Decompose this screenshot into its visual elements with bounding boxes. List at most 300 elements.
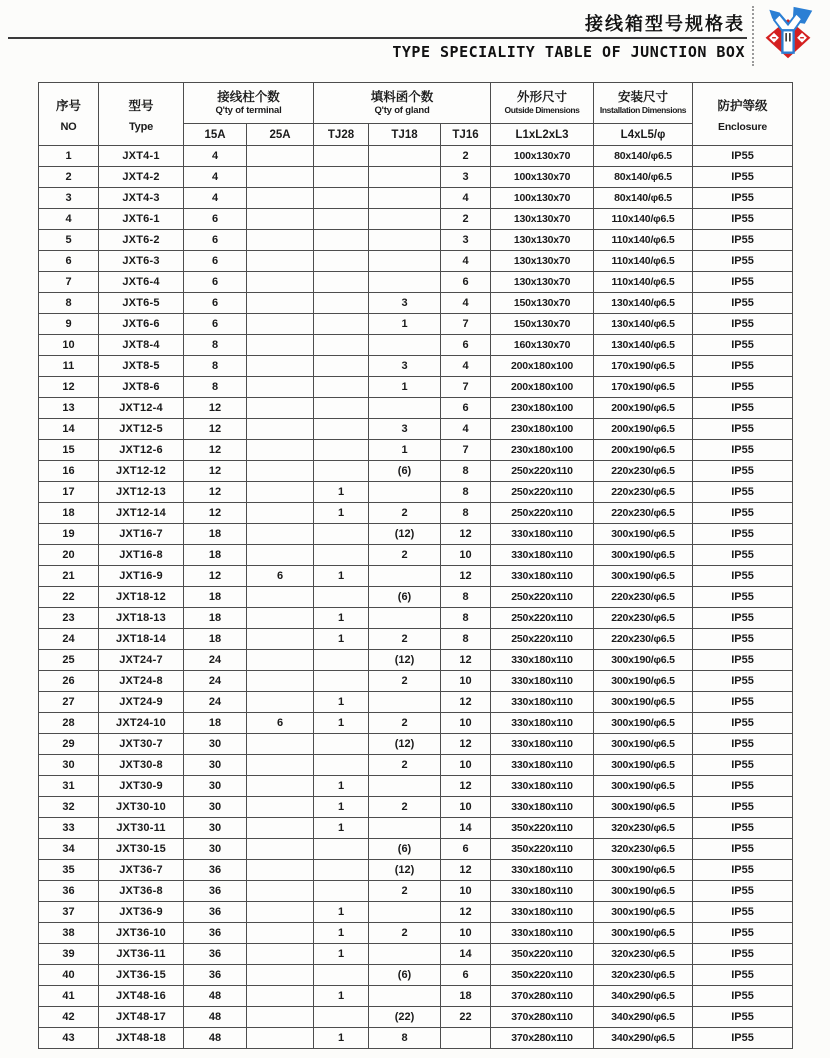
- cell-tj18: 3: [369, 293, 441, 314]
- cell-type: JXT6-4: [99, 272, 184, 293]
- cell-15a: 36: [184, 902, 247, 923]
- cell-tj28: 1: [314, 713, 369, 734]
- cell-install-dims: 220x230/φ6.5: [594, 587, 693, 608]
- cell-tj18: [369, 209, 441, 230]
- cell-outside-dims: 250x220x110: [491, 629, 594, 650]
- table-row: [39, 419, 793, 440]
- table-row: [39, 188, 793, 209]
- cell-tj16: 8: [441, 503, 491, 524]
- cell-25a: [247, 356, 314, 377]
- col-header-gland-en: Q'ty of gland: [374, 105, 430, 116]
- cell-no: 8: [39, 293, 99, 314]
- cell-install-dims: 320x230/φ6.5: [594, 818, 693, 839]
- cell-25a: [247, 314, 314, 335]
- cell-no: 42: [39, 1007, 99, 1028]
- col-header-outside-zh: 外形尺寸: [517, 90, 568, 104]
- cell-outside-dims: 230x180x100: [491, 440, 594, 461]
- cell-tj16: 14: [441, 944, 491, 965]
- cell-tj16: 8: [441, 587, 491, 608]
- cell-tj16: 3: [441, 167, 491, 188]
- cell-type: JXT6-6: [99, 314, 184, 335]
- cell-15a: 12: [184, 503, 247, 524]
- cell-type: JXT12-4: [99, 398, 184, 419]
- cell-enclosure: IP55: [693, 944, 793, 965]
- cell-25a: [247, 797, 314, 818]
- cell-tj28: 1: [314, 923, 369, 944]
- table-row: [39, 356, 793, 377]
- table-row: [39, 524, 793, 545]
- cell-15a: 24: [184, 650, 247, 671]
- table-row: [39, 209, 793, 230]
- cell-tj18: 1: [369, 314, 441, 335]
- cell-enclosure: IP55: [693, 587, 793, 608]
- cell-install-dims: 110x140/φ6.5: [594, 251, 693, 272]
- cell-15a: 6: [184, 251, 247, 272]
- cell-tj28: [314, 755, 369, 776]
- cell-outside-dims: 330x180x110: [491, 881, 594, 902]
- cell-25a: [247, 965, 314, 986]
- cell-type: JXT36-7: [99, 860, 184, 881]
- cell-tj18: 1: [369, 377, 441, 398]
- cell-install-dims: 110x140/φ6.5: [594, 230, 693, 251]
- cell-outside-dims: 160x130x70: [491, 335, 594, 356]
- cell-enclosure: IP55: [693, 797, 793, 818]
- cell-tj16: 12: [441, 734, 491, 755]
- col-header-enclosure-en: Enclosure: [718, 121, 767, 133]
- cell-no: 35: [39, 860, 99, 881]
- cell-no: 2: [39, 167, 99, 188]
- table-row: [39, 293, 793, 314]
- table-row: [39, 377, 793, 398]
- cell-no: 4: [39, 209, 99, 230]
- cell-tj16: 7: [441, 314, 491, 335]
- cell-tj18: (22): [369, 1007, 441, 1028]
- cell-no: 28: [39, 713, 99, 734]
- cell-enclosure: IP55: [693, 209, 793, 230]
- col-header-install-zh: 安装尺寸: [618, 90, 669, 104]
- cell-15a: 6: [184, 272, 247, 293]
- cell-tj28: [314, 335, 369, 356]
- cell-enclosure: IP55: [693, 818, 793, 839]
- cell-15a: 30: [184, 734, 247, 755]
- col-header-install-en: Installation Dimensions: [599, 105, 687, 115]
- cell-enclosure: IP55: [693, 251, 793, 272]
- cell-type: JXT4-2: [99, 167, 184, 188]
- table-row: [39, 692, 793, 713]
- cell-25a: 6: [247, 566, 314, 587]
- cell-type: JXT12-6: [99, 440, 184, 461]
- cell-15a: 4: [184, 167, 247, 188]
- table-row: [39, 608, 793, 629]
- cell-no: 33: [39, 818, 99, 839]
- table-row: [39, 944, 793, 965]
- cell-25a: [247, 755, 314, 776]
- cell-type: JXT24-7: [99, 650, 184, 671]
- cell-tj16: 8: [441, 461, 491, 482]
- cell-15a: 12: [184, 461, 247, 482]
- table-row: [39, 713, 793, 734]
- cell-outside-dims: 330x180x110: [491, 755, 594, 776]
- cell-15a: 30: [184, 818, 247, 839]
- cell-15a: 24: [184, 671, 247, 692]
- cell-tj28: 1: [314, 503, 369, 524]
- cell-15a: 18: [184, 545, 247, 566]
- cell-tj28: [314, 356, 369, 377]
- cell-enclosure: IP55: [693, 1028, 793, 1049]
- cell-15a: 18: [184, 608, 247, 629]
- cell-outside-dims: 350x220x110: [491, 965, 594, 986]
- cell-tj18: [369, 335, 441, 356]
- cell-type: JXT48-17: [99, 1007, 184, 1028]
- cell-install-dims: 110x140/φ6.5: [594, 272, 693, 293]
- cell-tj18: 8: [369, 1028, 441, 1049]
- cell-outside-dims: 250x220x110: [491, 461, 594, 482]
- cell-no: 30: [39, 755, 99, 776]
- cell-no: 3: [39, 188, 99, 209]
- cell-15a: 24: [184, 692, 247, 713]
- cell-install-dims: 170x190/φ6.5: [594, 356, 693, 377]
- cell-25a: [247, 272, 314, 293]
- cell-tj28: [314, 461, 369, 482]
- cell-25a: [247, 1028, 314, 1049]
- cell-25a: [247, 671, 314, 692]
- cell-no: 20: [39, 545, 99, 566]
- cell-tj16: 3: [441, 230, 491, 251]
- cell-tj28: [314, 230, 369, 251]
- cell-enclosure: IP55: [693, 566, 793, 587]
- cell-tj28: 1: [314, 902, 369, 923]
- cell-tj28: [314, 650, 369, 671]
- col-subheader-15a: 15A: [184, 124, 247, 146]
- cell-15a: 36: [184, 944, 247, 965]
- cell-install-dims: 320x230/φ6.5: [594, 839, 693, 860]
- cell-type: JXT36-9: [99, 902, 184, 923]
- cell-tj28: [314, 860, 369, 881]
- col-header-type: [99, 83, 184, 146]
- table-row: [39, 629, 793, 650]
- cell-enclosure: IP55: [693, 755, 793, 776]
- cell-tj28: [314, 671, 369, 692]
- cell-no: 37: [39, 902, 99, 923]
- cell-install-dims: 300x190/φ6.5: [594, 692, 693, 713]
- cell-enclosure: IP55: [693, 356, 793, 377]
- cell-tj16: 18: [441, 986, 491, 1007]
- cell-type: JXT36-15: [99, 965, 184, 986]
- cell-tj18: (6): [369, 461, 441, 482]
- table-row: [39, 965, 793, 986]
- cell-15a: 36: [184, 923, 247, 944]
- cell-tj16: 10: [441, 671, 491, 692]
- col-header-enclosure-zh: 防护等级: [717, 99, 768, 113]
- cell-enclosure: IP55: [693, 713, 793, 734]
- cell-no: 10: [39, 335, 99, 356]
- page-title-zh: 接线箱型号规格表: [585, 14, 745, 34]
- cell-15a: 30: [184, 839, 247, 860]
- cell-tj28: [314, 251, 369, 272]
- cell-enclosure: IP55: [693, 293, 793, 314]
- cell-install-dims: 110x140/φ6.5: [594, 209, 693, 230]
- cell-outside-dims: 330x180x110: [491, 671, 594, 692]
- cell-enclosure: IP55: [693, 650, 793, 671]
- cell-enclosure: IP55: [693, 545, 793, 566]
- table-row: [39, 272, 793, 293]
- cell-install-dims: 220x230/φ6.5: [594, 503, 693, 524]
- cell-type: JXT6-2: [99, 230, 184, 251]
- cell-outside-dims: 350x220x110: [491, 839, 594, 860]
- cell-tj28: 1: [314, 797, 369, 818]
- cell-outside-dims: 350x220x110: [491, 818, 594, 839]
- cell-tj28: [314, 398, 369, 419]
- cell-tj16: 4: [441, 188, 491, 209]
- title-divider-line: [8, 37, 747, 39]
- cell-25a: [247, 734, 314, 755]
- cell-15a: 18: [184, 713, 247, 734]
- cell-tj18: 2: [369, 755, 441, 776]
- cell-outside-dims: 230x180x100: [491, 398, 594, 419]
- cell-tj28: [314, 167, 369, 188]
- cell-tj28: [314, 293, 369, 314]
- cell-no: 27: [39, 692, 99, 713]
- cell-no: 41: [39, 986, 99, 1007]
- cell-type: JXT8-4: [99, 335, 184, 356]
- col-subheader-outside-dims: L1xL2xL3: [491, 124, 594, 146]
- cell-install-dims: 300x190/φ6.5: [594, 524, 693, 545]
- cell-15a: 48: [184, 1028, 247, 1049]
- cell-outside-dims: 250x220x110: [491, 608, 594, 629]
- cell-tj18: 2: [369, 713, 441, 734]
- cell-type: JXT6-3: [99, 251, 184, 272]
- cell-no: 11: [39, 356, 99, 377]
- cell-15a: 6: [184, 293, 247, 314]
- cell-type: JXT18-14: [99, 629, 184, 650]
- cell-tj28: [314, 314, 369, 335]
- cell-install-dims: 130x140/φ6.5: [594, 314, 693, 335]
- cell-no: 17: [39, 482, 99, 503]
- cell-tj18: 2: [369, 881, 441, 902]
- cell-no: 15: [39, 440, 99, 461]
- cell-tj18: [369, 944, 441, 965]
- cell-tj16: 12: [441, 902, 491, 923]
- title-logo-separator: [752, 6, 754, 66]
- cell-25a: [247, 692, 314, 713]
- cell-25a: [247, 377, 314, 398]
- cell-type: JXT16-8: [99, 545, 184, 566]
- cell-25a: [247, 776, 314, 797]
- cell-25a: [247, 419, 314, 440]
- cell-tj16: 22: [441, 1007, 491, 1028]
- cell-tj28: 1: [314, 818, 369, 839]
- cell-install-dims: 300x190/φ6.5: [594, 734, 693, 755]
- cell-tj28: [314, 839, 369, 860]
- cell-install-dims: 200x190/φ6.5: [594, 398, 693, 419]
- cell-type: JXT36-10: [99, 923, 184, 944]
- cell-25a: [247, 398, 314, 419]
- cell-15a: 36: [184, 965, 247, 986]
- cell-install-dims: 340x290/φ6.5: [594, 986, 693, 1007]
- cell-no: 40: [39, 965, 99, 986]
- cell-tj18: [369, 818, 441, 839]
- page-title-en: TYPE SPECIALITY TABLE OF JUNCTION BOX: [392, 43, 745, 61]
- cell-15a: 36: [184, 860, 247, 881]
- cell-tj16: 4: [441, 356, 491, 377]
- cell-tj16: 10: [441, 545, 491, 566]
- cell-tj28: [314, 545, 369, 566]
- cell-25a: [247, 251, 314, 272]
- table-row: [39, 146, 793, 167]
- cell-tj18: [369, 566, 441, 587]
- cell-tj18: [369, 146, 441, 167]
- cell-tj16: 12: [441, 524, 491, 545]
- cell-tj18: [369, 251, 441, 272]
- cell-install-dims: 130x140/φ6.5: [594, 335, 693, 356]
- table-row: [39, 167, 793, 188]
- col-header-type-en: Type: [128, 121, 154, 133]
- cell-no: 19: [39, 524, 99, 545]
- cell-enclosure: IP55: [693, 272, 793, 293]
- cell-install-dims: 220x230/φ6.5: [594, 608, 693, 629]
- cell-no: 7: [39, 272, 99, 293]
- cell-tj16: 2: [441, 146, 491, 167]
- cell-outside-dims: 330x180x110: [491, 902, 594, 923]
- cell-enclosure: IP55: [693, 860, 793, 881]
- cell-outside-dims: 330x180x110: [491, 566, 594, 587]
- cell-no: 16: [39, 461, 99, 482]
- cell-25a: [247, 650, 314, 671]
- cell-type: JXT8-6: [99, 377, 184, 398]
- cell-enclosure: IP55: [693, 902, 793, 923]
- cell-tj28: [314, 272, 369, 293]
- cell-install-dims: 130x140/φ6.5: [594, 293, 693, 314]
- cell-install-dims: 80x140/φ6.5: [594, 167, 693, 188]
- cell-tj28: 1: [314, 944, 369, 965]
- col-subheader-tj28: TJ28: [314, 124, 369, 146]
- cell-type: JXT30-10: [99, 797, 184, 818]
- cell-type: JXT36-11: [99, 944, 184, 965]
- cell-tj18: (12): [369, 650, 441, 671]
- cell-no: 34: [39, 839, 99, 860]
- table-row: [39, 314, 793, 335]
- cell-outside-dims: 100x130x70: [491, 188, 594, 209]
- cell-25a: [247, 986, 314, 1007]
- cell-tj16: 6: [441, 272, 491, 293]
- cell-25a: [247, 335, 314, 356]
- table-row: [39, 923, 793, 944]
- cell-25a: [247, 818, 314, 839]
- table-row: [39, 734, 793, 755]
- cell-no: 22: [39, 587, 99, 608]
- cell-15a: 12: [184, 566, 247, 587]
- cell-tj16: 12: [441, 566, 491, 587]
- cell-outside-dims: 130x130x70: [491, 251, 594, 272]
- cell-tj18: [369, 398, 441, 419]
- cell-enclosure: IP55: [693, 1007, 793, 1028]
- cell-tj16: 8: [441, 608, 491, 629]
- cell-no: 23: [39, 608, 99, 629]
- table-row: [39, 818, 793, 839]
- cell-outside-dims: 200x180x100: [491, 356, 594, 377]
- cell-outside-dims: 330x180x110: [491, 776, 594, 797]
- table-row: [39, 482, 793, 503]
- table-row: [39, 650, 793, 671]
- cell-outside-dims: 370x280x110: [491, 1007, 594, 1028]
- cell-type: JXT18-13: [99, 608, 184, 629]
- cell-type: JXT30-11: [99, 818, 184, 839]
- cell-25a: [247, 944, 314, 965]
- cell-enclosure: IP55: [693, 608, 793, 629]
- cell-tj28: 1: [314, 482, 369, 503]
- cell-tj18: 2: [369, 671, 441, 692]
- cell-tj18: 2: [369, 545, 441, 566]
- cell-type: JXT30-7: [99, 734, 184, 755]
- cell-install-dims: 220x230/φ6.5: [594, 461, 693, 482]
- cell-no: 26: [39, 671, 99, 692]
- cell-15a: 12: [184, 440, 247, 461]
- cell-tj18: 2: [369, 503, 441, 524]
- junction-box-spec-table: [38, 82, 793, 1049]
- cell-install-dims: 300x190/φ6.5: [594, 650, 693, 671]
- cell-no: 29: [39, 734, 99, 755]
- cell-15a: 4: [184, 146, 247, 167]
- cell-no: 14: [39, 419, 99, 440]
- cell-install-dims: 300x190/φ6.5: [594, 902, 693, 923]
- cell-no: 32: [39, 797, 99, 818]
- cell-tj28: [314, 524, 369, 545]
- cell-enclosure: IP55: [693, 881, 793, 902]
- cell-enclosure: IP55: [693, 524, 793, 545]
- cell-tj16: 4: [441, 293, 491, 314]
- cell-tj18: [369, 986, 441, 1007]
- cell-tj16: 4: [441, 419, 491, 440]
- col-header-outside-en: Outside Dimensions: [504, 105, 580, 115]
- cell-15a: 6: [184, 230, 247, 251]
- cell-enclosure: IP55: [693, 398, 793, 419]
- cell-25a: [247, 503, 314, 524]
- cell-enclosure: IP55: [693, 419, 793, 440]
- table-row: [39, 881, 793, 902]
- cell-25a: [247, 230, 314, 251]
- cell-15a: 18: [184, 587, 247, 608]
- table-row: [39, 335, 793, 356]
- cell-tj18: [369, 902, 441, 923]
- cell-type: JXT16-9: [99, 566, 184, 587]
- table-row: [39, 902, 793, 923]
- cell-tj18: [369, 692, 441, 713]
- cell-25a: [247, 209, 314, 230]
- cell-tj28: [314, 188, 369, 209]
- company-logo-icon: [760, 3, 816, 65]
- cell-outside-dims: 330x180x110: [491, 545, 594, 566]
- cell-tj28: [314, 146, 369, 167]
- cell-tj28: [314, 440, 369, 461]
- cell-tj16: 6: [441, 965, 491, 986]
- table-row: [39, 860, 793, 881]
- cell-no: 38: [39, 923, 99, 944]
- table-row: [39, 461, 793, 482]
- cell-enclosure: IP55: [693, 377, 793, 398]
- cell-25a: [247, 902, 314, 923]
- cell-tj28: 1: [314, 776, 369, 797]
- cell-tj28: 1: [314, 986, 369, 1007]
- cell-tj16: 10: [441, 797, 491, 818]
- cell-outside-dims: 130x130x70: [491, 230, 594, 251]
- cell-25a: [247, 293, 314, 314]
- cell-no: 31: [39, 776, 99, 797]
- cell-outside-dims: 330x180x110: [491, 650, 594, 671]
- cell-tj28: 1: [314, 566, 369, 587]
- cell-enclosure: IP55: [693, 629, 793, 650]
- col-header-install: [594, 83, 693, 124]
- cell-enclosure: IP55: [693, 146, 793, 167]
